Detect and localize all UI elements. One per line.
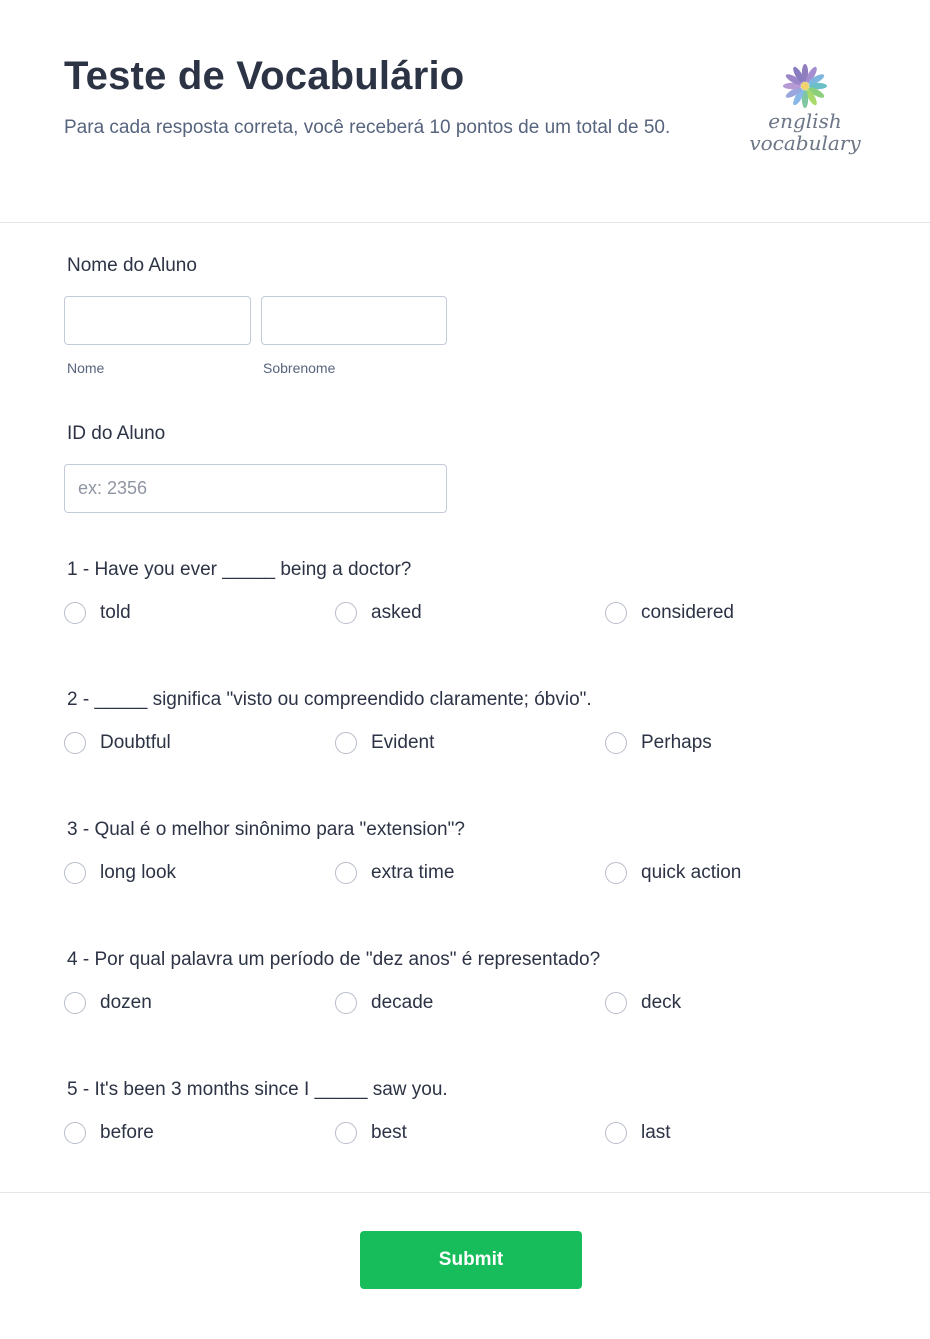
radio-button[interactable] xyxy=(335,862,357,884)
question-5-label: 5 - It's been 3 months since I _____ saw you. xyxy=(67,1079,448,1100)
q1-option-told[interactable]: told xyxy=(64,600,131,626)
q4-option-dozen[interactable]: dozen xyxy=(64,990,152,1016)
radio-button[interactable] xyxy=(64,992,86,1014)
first-name-input[interactable] xyxy=(64,296,251,345)
q3-option-extra-time[interactable]: extra time xyxy=(335,860,454,886)
student-id-input[interactable] xyxy=(64,464,447,513)
page-title: Teste de Vocabulário xyxy=(64,54,465,98)
radio-button[interactable] xyxy=(64,732,86,754)
q2-option-doubtful[interactable]: Doubtful xyxy=(64,730,171,756)
q1-option-considered[interactable]: considered xyxy=(605,600,734,626)
q3-option-long-look[interactable]: long look xyxy=(64,860,176,886)
question-1-label: 1 - Have you ever _____ being a doctor? xyxy=(67,559,412,580)
radio-button[interactable] xyxy=(605,992,627,1014)
form-header xyxy=(0,0,930,223)
last-name-input[interactable] xyxy=(261,296,447,345)
radio-button[interactable] xyxy=(64,602,86,624)
first-name-sublabel: Nome xyxy=(67,360,105,376)
radio-button[interactable] xyxy=(335,1122,357,1144)
student-name-label: Nome do Aluno xyxy=(67,255,197,276)
radio-button[interactable] xyxy=(605,862,627,884)
radio-button[interactable] xyxy=(64,1122,86,1144)
question-2-label: 2 - _____ significa "visto ou compreendido claramente; óbvio". xyxy=(67,689,592,710)
radio-button[interactable] xyxy=(605,732,627,754)
q5-option-best[interactable]: best xyxy=(335,1120,407,1146)
q5-option-last[interactable]: last xyxy=(605,1120,671,1146)
radio-button[interactable] xyxy=(64,862,86,884)
radio-button[interactable] xyxy=(335,602,357,624)
english-vocabulary-logo xyxy=(744,62,866,162)
question-4-label: 4 - Por qual palavra um período de "dez anos" é representado? xyxy=(67,949,601,970)
question-3-label: 3 - Qual é o melhor sinônimo para "extension"? xyxy=(67,819,465,840)
footer-divider xyxy=(0,1192,930,1193)
radio-button[interactable] xyxy=(335,992,357,1014)
q4-option-decade[interactable]: decade xyxy=(335,990,433,1016)
student-id-label: ID do Aluno xyxy=(67,423,166,444)
radio-button[interactable] xyxy=(605,602,627,624)
page-subtitle: Para cada resposta correta, você receberá 10 pontos de um total de 50. xyxy=(64,117,671,138)
submit-button[interactable]: Submit xyxy=(360,1231,582,1289)
logo-text-english: english xyxy=(768,109,842,133)
radio-button[interactable] xyxy=(605,1122,627,1144)
q4-option-deck[interactable]: deck xyxy=(605,990,681,1016)
logo-text-vocabulary: vocabulary xyxy=(749,131,861,155)
flower-logo-icon xyxy=(780,62,830,110)
q1-option-asked[interactable]: asked xyxy=(335,600,422,626)
q2-option-perhaps[interactable]: Perhaps xyxy=(605,730,712,756)
q3-option-quick-action[interactable]: quick action xyxy=(605,860,741,886)
q2-option-evident[interactable]: Evident xyxy=(335,730,434,756)
last-name-sublabel: Sobrenome xyxy=(263,360,336,376)
radio-button[interactable] xyxy=(335,732,357,754)
q5-option-before[interactable]: before xyxy=(64,1120,154,1146)
